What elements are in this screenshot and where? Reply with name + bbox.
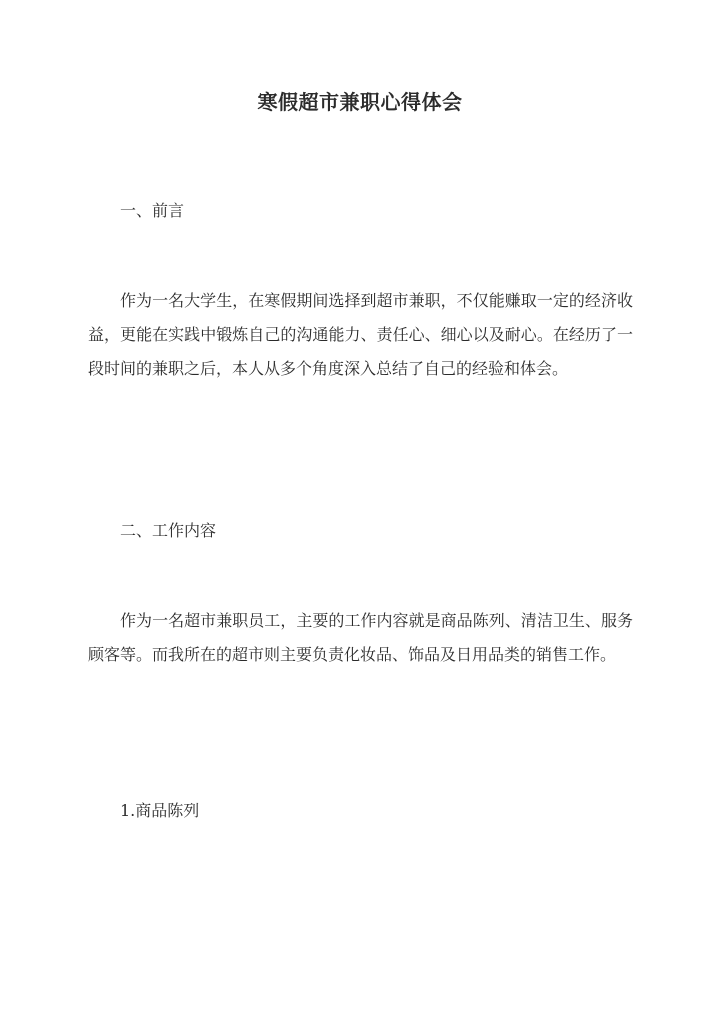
document-title: 寒假超市兼职心得体会 [257, 90, 463, 114]
paragraph-work-content: 作为一名超市兼职员工，主要的工作内容就是商品陈列、清洁卫生、服务顾客等。而我所在的超市则主要负责化妆品、饰品及日用品类的销售工作。 [88, 611, 633, 664]
subsection-heading-product-display: 1.商品陈列 [120, 801, 200, 820]
paragraph-preface: 作为一名大学生，在寒假期间选择到超市兼职，不仅能赚取一定的经济收益，更能在实践中锻炼自己的沟通能力、责任心、细心以及耐心。在经历了一段时间的兼职之后，本人从多个角度深入总结了自己的经验和体会。 [88, 291, 633, 378]
section-heading-work-content: 二、工作内容 [120, 521, 217, 540]
section-heading-preface: 一、前言 [120, 201, 185, 220]
